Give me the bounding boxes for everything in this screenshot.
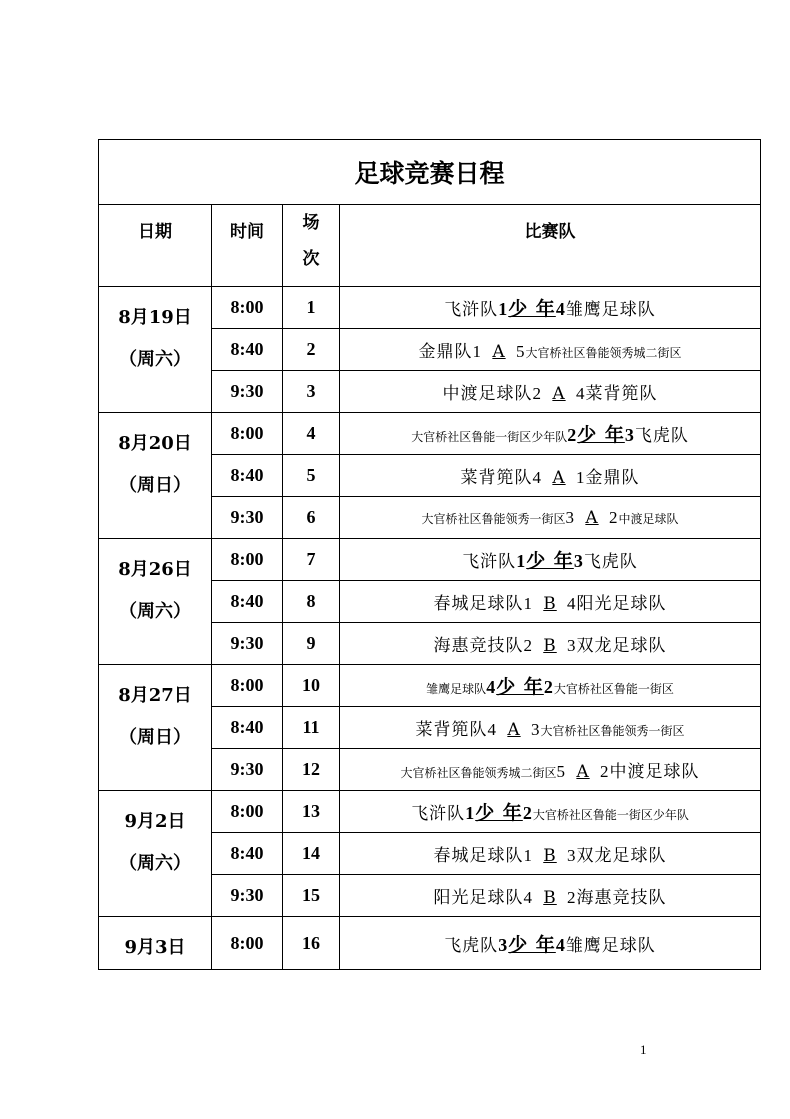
match-time: 8:40 bbox=[212, 455, 283, 497]
match-time: 8:00 bbox=[212, 539, 283, 581]
date-cell bbox=[99, 917, 212, 970]
schedule-table bbox=[98, 139, 761, 970]
weekday-text: （周六） bbox=[119, 601, 191, 622]
away-team: 大官桥社区鲁能一街区少年队 bbox=[532, 808, 689, 822]
weekday-text: （周六） bbox=[119, 349, 191, 370]
match-number: 9 bbox=[283, 623, 340, 665]
group-label: A bbox=[552, 384, 566, 404]
match-number: 8 bbox=[283, 581, 340, 623]
home-team: 中渡足球队 bbox=[442, 384, 533, 404]
home-team: 大官桥社区鲁能一街区少年队 bbox=[411, 430, 568, 444]
match-time: 8:40 bbox=[212, 329, 283, 371]
home-score: 2 bbox=[567, 425, 578, 445]
match-number: 10 bbox=[283, 665, 340, 707]
match-teams bbox=[340, 875, 761, 917]
weekday-text: （周六） bbox=[119, 853, 191, 874]
home-score: 1 bbox=[465, 803, 476, 823]
away-team: 雏鹰足球队 bbox=[565, 935, 656, 956]
home-team: 阳光足球队 bbox=[433, 888, 524, 908]
header-row bbox=[99, 205, 761, 287]
table-row bbox=[99, 413, 761, 455]
match-number: 14 bbox=[283, 833, 340, 875]
away-score: 4 bbox=[567, 594, 577, 613]
away-score: 5 bbox=[516, 342, 526, 361]
home-score: 3 bbox=[498, 934, 509, 955]
date-cell bbox=[99, 413, 212, 539]
match-time: 8:00 bbox=[212, 665, 283, 707]
group-label: B bbox=[543, 888, 557, 908]
home-team: 菜背篼队 bbox=[460, 468, 533, 488]
header-teams: 比赛队 bbox=[340, 205, 761, 287]
match-teams bbox=[340, 329, 761, 371]
date-text: 8月19日 bbox=[118, 307, 192, 328]
match-teams bbox=[340, 287, 761, 329]
away-score: 2 bbox=[600, 762, 610, 781]
group-label: B bbox=[543, 636, 557, 656]
away-team: 大官桥社区鲁能领秀一街区 bbox=[540, 724, 685, 738]
away-team: 中渡足球队 bbox=[618, 511, 679, 526]
home-score: 4 bbox=[532, 468, 542, 487]
match-number: 4 bbox=[283, 413, 340, 455]
match-time: 9:30 bbox=[212, 875, 283, 917]
away-team: 大官桥社区鲁能一街区 bbox=[553, 682, 674, 696]
date-text: 8月26日 bbox=[118, 559, 192, 580]
header-time: 时间 bbox=[212, 205, 283, 287]
away-team: 雏鹰足球队 bbox=[565, 300, 656, 320]
away-team: 菜背篼队 bbox=[585, 384, 658, 404]
match-number: 11 bbox=[283, 707, 340, 749]
home-score: 5 bbox=[556, 762, 567, 781]
match-teams bbox=[340, 581, 761, 623]
away-score: 1 bbox=[576, 468, 586, 487]
away-score: 4 bbox=[555, 934, 566, 955]
home-score: 1 bbox=[523, 594, 533, 613]
match-teams bbox=[340, 917, 761, 970]
match-teams bbox=[340, 497, 761, 539]
match-time: 9:30 bbox=[212, 623, 283, 665]
date-cell bbox=[99, 665, 212, 791]
header-match-no-1: 场 bbox=[302, 213, 320, 233]
group-label: 少 年 bbox=[526, 550, 574, 572]
home-team: 飞虎队 bbox=[444, 935, 499, 956]
match-teams bbox=[340, 833, 761, 875]
home-team: 金鼎队 bbox=[418, 342, 473, 362]
home-team: 飞浒队 bbox=[444, 300, 499, 320]
header-match-no-2: 次 bbox=[302, 249, 320, 269]
home-team: 飞浒队 bbox=[411, 804, 466, 824]
match-number: 15 bbox=[283, 875, 340, 917]
away-team: 双龙足球队 bbox=[576, 636, 667, 656]
date-text: 9月3日 bbox=[124, 937, 186, 958]
group-label: 少 年 bbox=[496, 676, 544, 698]
group-label: 少 年 bbox=[577, 424, 625, 446]
away-team: 中渡足球队 bbox=[609, 762, 700, 782]
away-score: 3 bbox=[567, 846, 577, 865]
match-number: 6 bbox=[283, 497, 340, 539]
home-team: 春城足球队 bbox=[433, 594, 524, 614]
group-label: A bbox=[552, 468, 566, 488]
match-time: 9:30 bbox=[212, 749, 283, 791]
home-score: 4 bbox=[487, 720, 497, 739]
away-team: 飞虎队 bbox=[634, 426, 689, 446]
away-score: 3 bbox=[531, 720, 541, 739]
away-score: 4 bbox=[576, 384, 586, 403]
group-label: B bbox=[543, 846, 557, 866]
date-cell bbox=[99, 539, 212, 665]
home-score: 3 bbox=[565, 507, 575, 527]
away-score: 2 bbox=[567, 888, 577, 907]
home-score: 1 bbox=[516, 551, 527, 571]
home-score: 1 bbox=[498, 299, 509, 319]
away-team: 海惠竞技队 bbox=[576, 888, 667, 908]
date-text: 8月27日 bbox=[118, 685, 192, 706]
home-team: 菜背篼队 bbox=[415, 720, 488, 740]
away-team: 双龙足球队 bbox=[576, 846, 667, 866]
group-label: A bbox=[576, 762, 590, 782]
match-time: 8:00 bbox=[212, 917, 283, 970]
home-team: 雏鹰足球队 bbox=[426, 682, 487, 696]
match-number: 13 bbox=[283, 791, 340, 833]
group-label: 少 年 bbox=[475, 802, 523, 824]
home-team: 海惠竞技队 bbox=[433, 636, 524, 656]
match-number: 12 bbox=[283, 749, 340, 791]
header-date: 日期 bbox=[99, 205, 212, 287]
home-score: 2 bbox=[532, 384, 542, 403]
match-number: 2 bbox=[283, 329, 340, 371]
away-team: 阳光足球队 bbox=[576, 594, 667, 614]
away-team: 飞虎队 bbox=[583, 552, 638, 572]
match-time: 9:30 bbox=[212, 371, 283, 413]
table-row bbox=[99, 287, 761, 329]
away-score: 2 bbox=[609, 507, 619, 527]
weekday-text: （周日） bbox=[119, 727, 191, 748]
date-text: 9月2日 bbox=[124, 811, 186, 832]
match-time: 9:30 bbox=[212, 497, 283, 539]
away-score: 3 bbox=[573, 551, 584, 571]
match-time: 8:40 bbox=[212, 581, 283, 623]
table-row bbox=[99, 791, 761, 833]
date-text: 8月20日 bbox=[118, 433, 192, 454]
away-score: 3 bbox=[624, 425, 635, 445]
match-number: 3 bbox=[283, 371, 340, 413]
page-title: 足球竞赛日程 bbox=[99, 140, 761, 205]
match-teams bbox=[340, 413, 761, 455]
group-label: B bbox=[543, 594, 557, 614]
match-number: 1 bbox=[283, 287, 340, 329]
away-score: 3 bbox=[567, 636, 577, 655]
group-label: A bbox=[585, 507, 599, 528]
header-match-no bbox=[283, 205, 340, 287]
match-number: 7 bbox=[283, 539, 340, 581]
match-teams bbox=[340, 791, 761, 833]
match-teams bbox=[340, 371, 761, 413]
table-row bbox=[99, 665, 761, 707]
group-label: 少 年 bbox=[508, 933, 556, 956]
date-cell bbox=[99, 791, 212, 917]
group-label: 少 年 bbox=[508, 298, 556, 320]
home-score: 1 bbox=[523, 846, 533, 865]
match-teams bbox=[340, 623, 761, 665]
match-number: 16 bbox=[283, 917, 340, 970]
table-row bbox=[99, 917, 761, 970]
home-team: 大官桥社区鲁能领秀城二街区 bbox=[400, 766, 557, 780]
match-teams bbox=[340, 749, 761, 791]
match-time: 8:00 bbox=[212, 413, 283, 455]
away-team: 大官桥社区鲁能领秀城二街区 bbox=[525, 346, 682, 360]
home-team: 大官桥社区鲁能领秀一街区 bbox=[421, 511, 566, 526]
match-teams bbox=[340, 707, 761, 749]
match-time: 8:40 bbox=[212, 707, 283, 749]
home-score: 1 bbox=[472, 342, 482, 361]
match-number: 5 bbox=[283, 455, 340, 497]
match-time: 8:40 bbox=[212, 833, 283, 875]
match-teams bbox=[340, 455, 761, 497]
weekday-text: （周日） bbox=[119, 475, 191, 496]
away-score: 2 bbox=[543, 677, 554, 697]
match-teams bbox=[340, 665, 761, 707]
away-score: 4 bbox=[555, 299, 566, 319]
match-teams bbox=[340, 539, 761, 581]
group-label: A bbox=[492, 342, 506, 362]
home-score: 4 bbox=[486, 677, 497, 697]
group-label: A bbox=[507, 720, 521, 740]
home-team: 春城足球队 bbox=[433, 846, 524, 866]
table-row bbox=[99, 539, 761, 581]
home-score: 4 bbox=[523, 888, 533, 907]
home-score: 2 bbox=[523, 636, 533, 655]
away-team: 金鼎队 bbox=[585, 468, 640, 488]
date-cell bbox=[99, 287, 212, 413]
match-time: 8:00 bbox=[212, 287, 283, 329]
home-team: 飞浒队 bbox=[462, 552, 517, 572]
match-time: 8:00 bbox=[212, 791, 283, 833]
away-score: 2 bbox=[522, 803, 533, 823]
page-number: 1 bbox=[640, 1042, 647, 1057]
